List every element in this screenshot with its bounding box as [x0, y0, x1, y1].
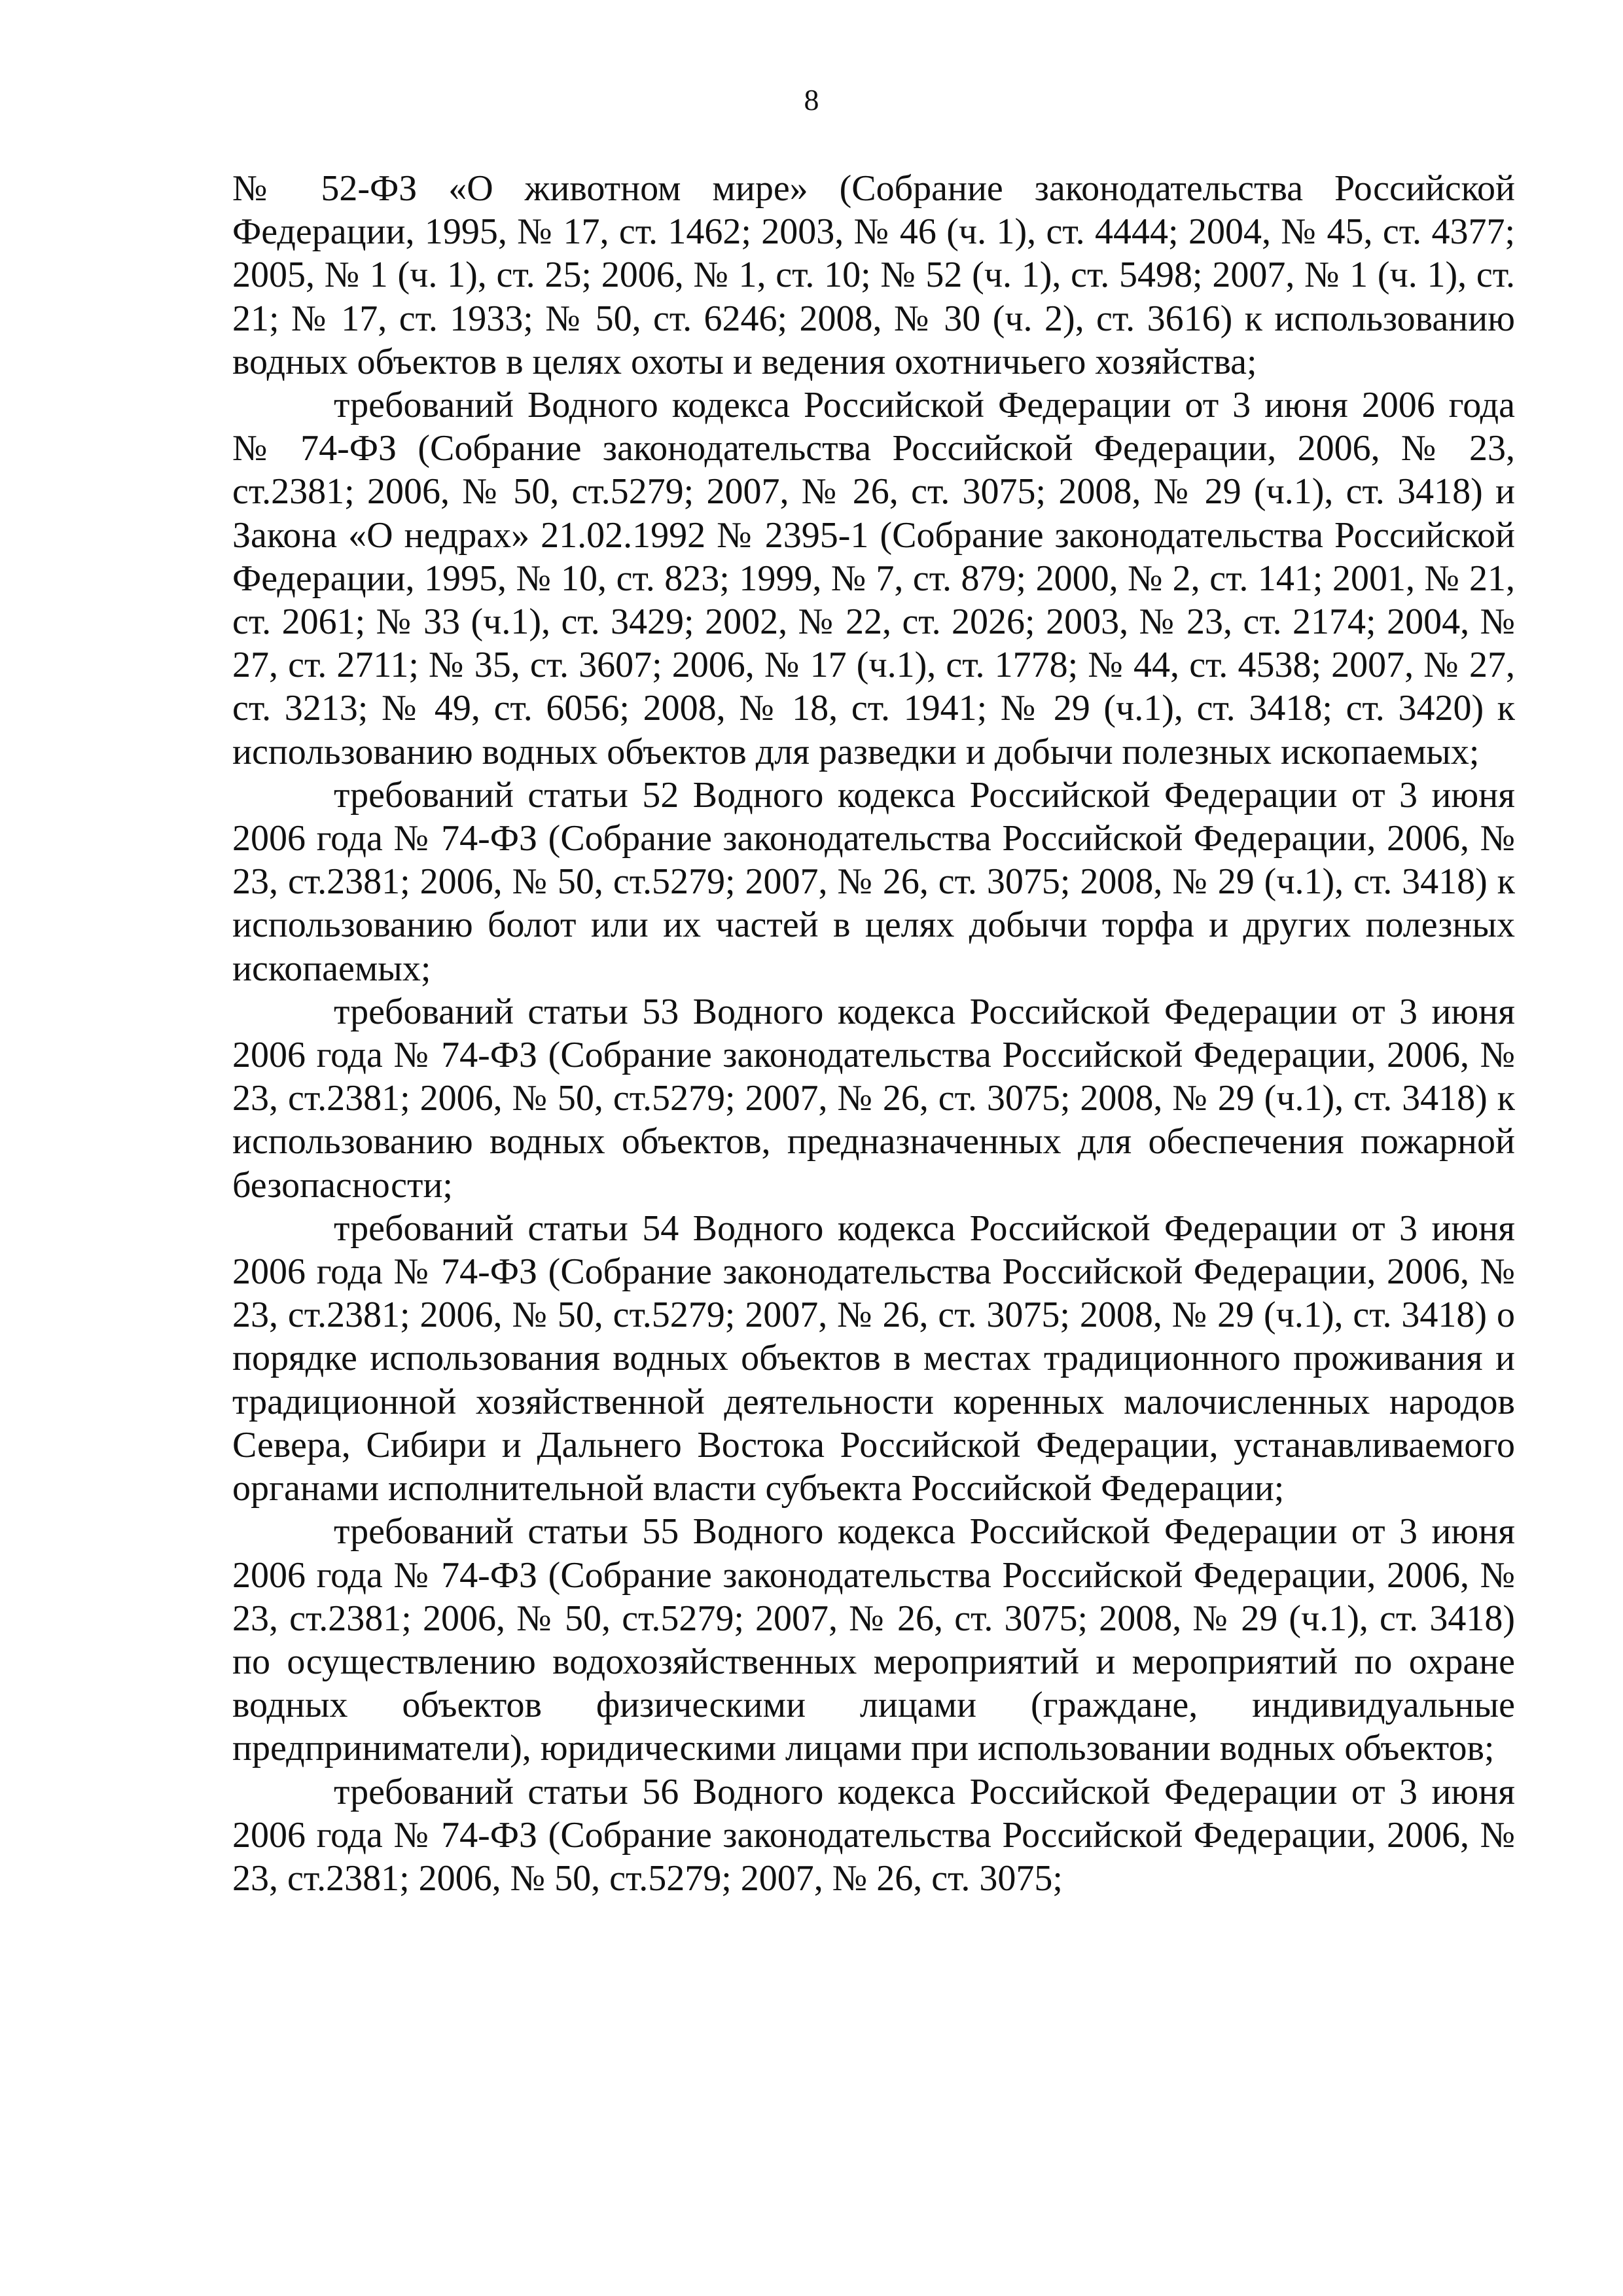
paragraph-article-54: требований статьи 54 Водного кодекса Российской Федерации от 3 июня 2006 года № 74-ФЗ (Собрание законодательства Российской Федерации, 2006, № 23, ст.2381; 2006, № 50, ст.5279; 2007, № 26, ст. 3075; 2008, № 29 (ч.1), ст. 3418) о порядке использования водных объектов в местах традиционного проживания и традиционной хозяйственной деятельности коренных малочисленных народов Севера, Сибири и Дальнего Востока Российской Федерации, устанавливаемого органами исполнительной власти субъекта Российской Федерации;: [232, 1208, 1515, 1509]
paragraph-article-53: требований статьи 53 Водного кодекса Российской Федерации от 3 июня 2006 года № 74-ФЗ (Собрание законодательства Российской Федерации, 2006, № 23, ст.2381; 2006, № 50, ст.5279; 2007, № 26, ст. 3075; 2008, № 29 (ч.1), ст. 3418) к использованию водных объектов, предназначенных для обеспечения пожарной безопасности;: [232, 991, 1515, 1206]
paragraph-continuation: № 52-ФЗ «О животном мире» (Собрание законодательства Российской Федерации, 1995, № 17, ст. 1462; 2003, № 46 (ч. 1), ст. 4444; 2004, № 45, ст. 4377; 2005, № 1 (ч. 1), ст. 25; 2006, № 1, ст. 10; № 52 (ч. 1), ст. 5498; 2007, № 1 (ч. 1), ст. 21; № 17, ст. 1933; № 50, ст. 6246; 2008, № 30 (ч. 2), ст. 3616) к использованию водных объектов в целях охоты и ведения охотничьего хозяйства;: [232, 168, 1515, 382]
paragraph-article-56: требований статьи 56 Водного кодекса Российской Федерации от 3 июня 2006 года № 74-ФЗ (Собрание законодательства Российской Федерации, 2006, № 23, ст.2381; 2006, № 50, ст.5279; 2007, № 26, ст. 3075;: [232, 1771, 1515, 1899]
paragraph-article-52: требований статьи 52 Водного кодекса Российской Федерации от 3 июня 2006 года № 74-ФЗ (Собрание законодательства Российской Федерации, 2006, № 23, ст.2381; 2006, № 50, ст.5279; 2007, № 26, ст. 3075; 2008, № 29 (ч.1), ст. 3418) к использованию болот или их частей в целях добычи торфа и других полезных ископаемых;: [232, 774, 1515, 989]
document-body: [232, 167, 1515, 1900]
page-number: 8: [804, 83, 819, 117]
paragraph-water-code-subsoil: требований Водного кодекса Российской Федерации от 3 июня 2006 года № 74-ФЗ (Собрание законодательства Российской Федерации, 2006, № 23, ст.2381; 2006, № 50, ст.5279; 2007, № 26, ст. 3075; 2008, № 29 (ч.1), ст. 3418) и Закона «О недрах» 21.02.1992 № 2395-1 (Собрание законодательства Российской Федерации, 1995, № 10, ст. 823; 1999, № 7, ст. 879; 2000, № 2, ст. 141; 2001, № 21, ст. 2061; № 33 (ч.1), ст. 3429; 2002, № 22, ст. 2026; 2003, № 23, ст. 2174; 2004, № 27, ст. 2711; № 35, ст. 3607; 2006, № 17 (ч.1), ст. 1778; № 44, ст. 4538; 2007, № 27, ст. 3213; № 49, ст. 6056; 2008, № 18, ст. 1941; № 29 (ч.1), ст. 3418; ст. 3420) к использованию водных объектов для разведки и добычи полезных ископаемых;: [232, 385, 1515, 772]
paragraph-article-55: требований статьи 55 Водного кодекса Российской Федерации от 3 июня 2006 года № 74-ФЗ (Собрание законодательства Российской Федерации, 2006, № 23, ст.2381; 2006, № 50, ст.5279; 2007, № 26, ст. 3075; 2008, № 29 (ч.1), ст. 3418) по осуществлению водохозяйственных мероприятий и мероприятий по охране водных объектов физическими лицами (граждане, индивидуальные предприниматели), юридическими лицами при использовании водных объектов;: [232, 1511, 1515, 1769]
